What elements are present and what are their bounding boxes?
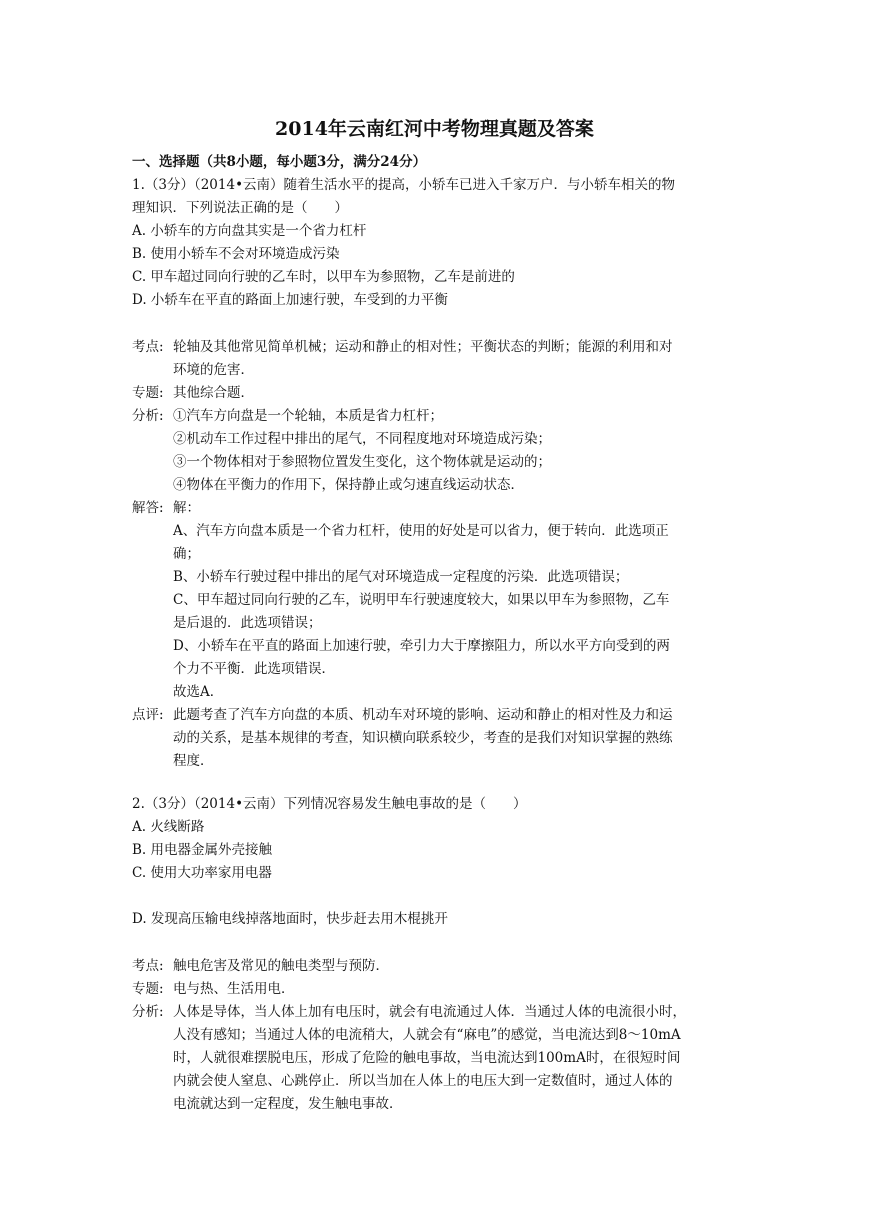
q1-fenxi-line-4: ④物体在平衡力的作用下，保持静止或匀速直线运动状态． <box>173 477 524 493</box>
q1-option-a: A. 小轿车的方向盘其实是一个省力杠杆 <box>132 223 367 239</box>
q1-jieda-line-6: D、小轿车在平直的路面上加速行驶，牵引力大于摩擦阻力，所以水平方向受到的两 <box>173 638 670 654</box>
section-heading: 一、选择题（共8小题，每小题3分，满分24分） <box>132 154 427 170</box>
q1-jieda-line-7: 个力不平衡．此选项错误． <box>173 661 335 677</box>
q2-fenxi-label: 分析: <box>132 1004 164 1020</box>
q2-stem: 2.（3分）（2014•云南）下列情况容易发生触电事故的是（ ） <box>132 796 527 812</box>
q1-option-d: D. 小轿车在平直的路面上加速行驶，车受到的力平衡 <box>132 292 448 308</box>
q2-fenxi-line-5: 电流就达到一定程度，发生触电事故． <box>173 1096 403 1112</box>
q2-option-d: D. 发现高压输电线掉落地面时，快步赶去用木棍挑开 <box>132 911 448 927</box>
q1-fenxi-text-1: ①汽车方向盘是一个轮轴，本质是省力杠杆； <box>173 408 443 424</box>
q1-jieda-line-5: 是后退的．此选项错误； <box>173 615 322 631</box>
q1-jieda-label: 解答: <box>132 500 164 516</box>
q1-dianping-text-1: 此题考查了汽车方向盘的本质、机动车对环境的影响、运动和静止的相对性及力和运 <box>173 707 673 723</box>
q2-fenxi-line-1 <box>132 1002 686 1022</box>
q1-kaodian-label: 考点: <box>132 339 164 355</box>
document-title: 2014年云南红河中考物理真题及答案 <box>275 118 594 140</box>
q1-jieda-line-1: A、汽车方向盘本质是一个省力杠杆，使用的好处是可以省力，便于转向．此选项正 <box>173 523 669 539</box>
q1-jieda-line-3: B、小轿车行驶过程中排出的尾气对环境造成一定程度的污染．此选项错误； <box>173 569 629 585</box>
q1-option-c: C. 甲车超过同向行驶的乙车时，以甲车为参照物，乙车是前进的 <box>132 269 515 285</box>
q2-kaodian-label: 考点: <box>132 958 164 974</box>
q2-zhuanti-label: 专题: <box>132 981 164 997</box>
q1-jieda-line-4: C、甲车超过同向行驶的乙车，说明甲车行驶速度较大，如果以甲车为参照物，乙车 <box>173 592 670 608</box>
q1-stem-line-2: 理知识．下列说法正确的是（ ） <box>132 200 348 216</box>
q2-option-c: C. 使用大功率家用电器 <box>132 865 272 881</box>
q2-fenxi-line-2: 人没有感知；当通过人体的电流稍大，人就会有“麻电”的感觉，当电流达到8～10mA <box>173 1027 681 1043</box>
q1-kaodian-line-1 <box>132 337 673 357</box>
q1-kaodian-line-2: 环境的危害． <box>173 362 254 378</box>
q1-fenxi-line-2: ②机动车工作过程中排出的尾气，不同程度地对环境造成污染； <box>173 431 551 447</box>
q1-zhuanti-text: 其他综合题． <box>173 385 254 401</box>
q1-stem-line-1: 1.（3分）（2014•云南）随着生活水平的提高，小轿车已进入千家万户．与小轿车相关的物 <box>132 177 676 193</box>
q2-kaodian-line <box>132 956 389 976</box>
q1-kaodian-text: 轮轴及其他常见简单机械；运动和静止的相对性；平衡状态的判断；能源的利用和对 <box>173 339 673 355</box>
q1-jieda-line-0 <box>132 498 200 518</box>
q1-jieda-text-0: 解： <box>173 500 200 516</box>
q2-fenxi-text-1: 人体是导体，当人体上加有电压时，就会有电流通过人体．当通过人体的电流很小时， <box>173 1004 686 1020</box>
q2-zhuanti-line <box>132 979 295 999</box>
q2-kaodian-text: 触电危害及常见的触电类型与预防． <box>173 958 389 974</box>
q2-option-b: B. 用电器金属外壳接触 <box>132 842 273 858</box>
q1-fenxi-line-1 <box>132 406 443 426</box>
q1-jieda-line-8: 故选A． <box>173 684 224 700</box>
q1-zhuanti-label: 专题: <box>132 385 164 401</box>
q1-dianping-line-1 <box>132 705 673 725</box>
q1-dianping-line-2: 动的关系，是基本规律的考查，知识横向联系较少，考查的是我们对知识掌握的熟练 <box>173 730 673 746</box>
q1-dianping-line-3: 程度． <box>173 753 214 769</box>
q2-option-a: A. 火线断路 <box>132 819 205 835</box>
q2-zhuanti-text: 电与热、生活用电． <box>173 981 295 997</box>
q1-fenxi-line-3: ③一个物体相对于参照物位置发生变化，这个物体就是运动的； <box>173 454 551 470</box>
q1-jieda-line-2: 确； <box>173 546 200 562</box>
q1-zhuanti-line <box>132 383 254 403</box>
q1-option-b: B. 使用小轿车不会对环境造成污染 <box>132 246 340 262</box>
q1-dianping-label: 点评: <box>132 707 164 723</box>
q2-fenxi-line-4: 内就会使人窒息、心跳停止．所以当加在人体上的电压大到一定数值时，通过人体的 <box>173 1073 673 1089</box>
q2-fenxi-line-3: 时，人就很难摆脱电压，形成了危险的触电事故，当电流达到100mA时，在很短时间 <box>173 1050 681 1066</box>
q1-fenxi-label: 分析: <box>132 408 164 424</box>
